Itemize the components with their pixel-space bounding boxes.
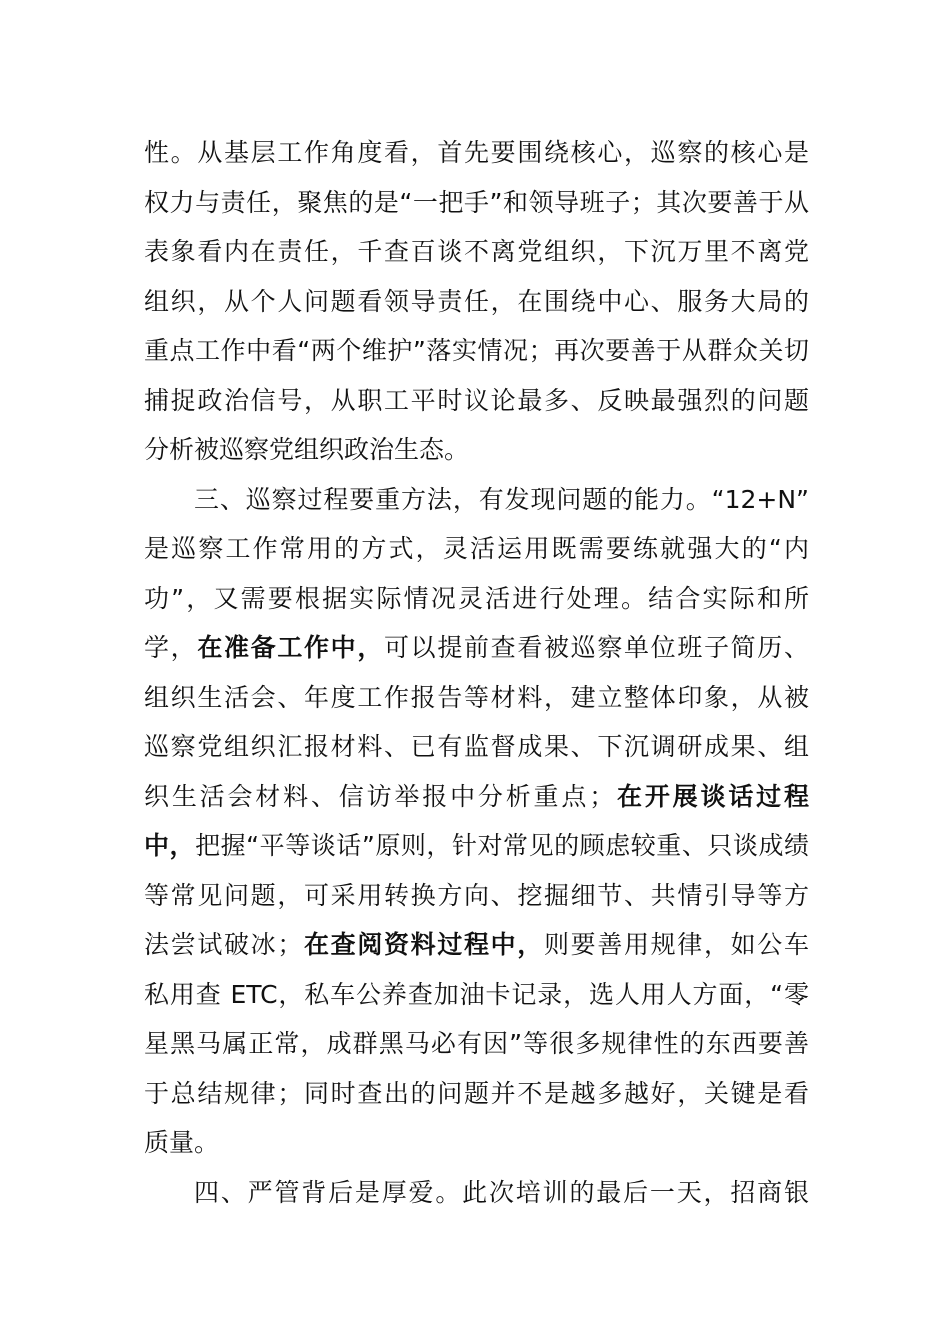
text-line: [144, 178, 809, 228]
bold-text-run: 在查阅资料过程中，: [302, 930, 544, 959]
text-run: 法尝试破冰；: [144, 930, 303, 959]
text-line: [144, 772, 809, 822]
text-run: 是巡察工作常用的方式，灵活运用既需要练就强大的“内: [144, 534, 809, 563]
text-line: [144, 722, 809, 772]
text-run: 于总结规律；同时查出的问题并不是越多越好，关键是看: [144, 1078, 809, 1108]
text-run: 质量。: [144, 1128, 220, 1157]
bold-text-run: 在准备工作中，: [197, 633, 384, 662]
text-run: 重点工作中看“两个维护”落实情况；再次要善于从群众关切: [144, 336, 809, 365]
text-run: 表象看内在责任，千查百谈不离党组织，下沉万里不离党: [144, 237, 809, 266]
text-run: 性。从基层工作角度看，首先要围绕核心，巡察的核心是: [144, 138, 809, 167]
text-run: 把握“平等谈话”原则，针对常见的顾虑较重、只谈成绩: [195, 831, 809, 860]
text-line: [144, 326, 809, 376]
text-run: 织生活会材料、信访举报中分析重点；: [144, 781, 615, 811]
text-run: 权力与责任，聚焦的是“一把手”和领导班子；其次要善于从: [144, 187, 809, 217]
text-run: 则要善用规律，如公车: [543, 930, 809, 959]
text-line: [144, 227, 809, 277]
document-body: [144, 128, 809, 1217]
text-run: 分析被巡察党组织政治生态。: [144, 435, 470, 464]
text-run: 巡察党组织汇报材料、已有监督成果、下沉调研成果、组: [144, 732, 809, 761]
text-run: 可以提前查看被巡察单位班子简历、: [384, 633, 809, 662]
text-run: 四、严管背后是厚爱。此次培训的最后一天，招商银: [194, 1177, 809, 1207]
text-line: [144, 970, 809, 1020]
text-line: [144, 920, 809, 970]
text-line: [144, 623, 809, 673]
text-run: 三、巡察过程要重方法，有发现问题的能力。“12+N”: [194, 484, 809, 514]
text-run: 捕捉政治信号，从职工平时议论最多、反映最强烈的问题: [144, 385, 809, 415]
text-line: [144, 673, 809, 723]
text-line: [144, 277, 809, 327]
text-line: [144, 1168, 809, 1218]
text-line: [144, 1069, 809, 1119]
text-run: 等常见问题，可采用转换方向、挖掘细节、共情引导等方: [144, 880, 809, 910]
bold-text-run: 中，: [144, 831, 196, 860]
text-run: 星黑马属正常，成群黑马必有因”等很多规律性的东西要善: [144, 1029, 809, 1058]
text-run: 私用查 ETC，私车公养查加油卡记录，选人用人方面，“零: [144, 979, 809, 1009]
text-line: [144, 128, 809, 178]
text-line: [144, 425, 809, 475]
bold-text-run: 在开展谈话过程: [614, 781, 809, 811]
text-line: [144, 475, 809, 525]
text-run: 组织生活会、年度工作报告等材料，建立整体印象，从被: [144, 682, 809, 712]
text-line: [144, 376, 809, 426]
text-line: [144, 524, 809, 574]
text-line: [144, 871, 809, 921]
text-run: 功”，又需要根据实际情况灵活进行处理。结合实际和所: [144, 583, 809, 613]
text-line: [144, 574, 809, 624]
text-run: 组织，从个人问题看领导责任，在围绕中心、服务大局的: [144, 286, 809, 316]
text-run: 学，: [144, 633, 198, 662]
text-line: [144, 821, 809, 871]
text-line: [144, 1118, 809, 1168]
text-line: [144, 1019, 809, 1069]
